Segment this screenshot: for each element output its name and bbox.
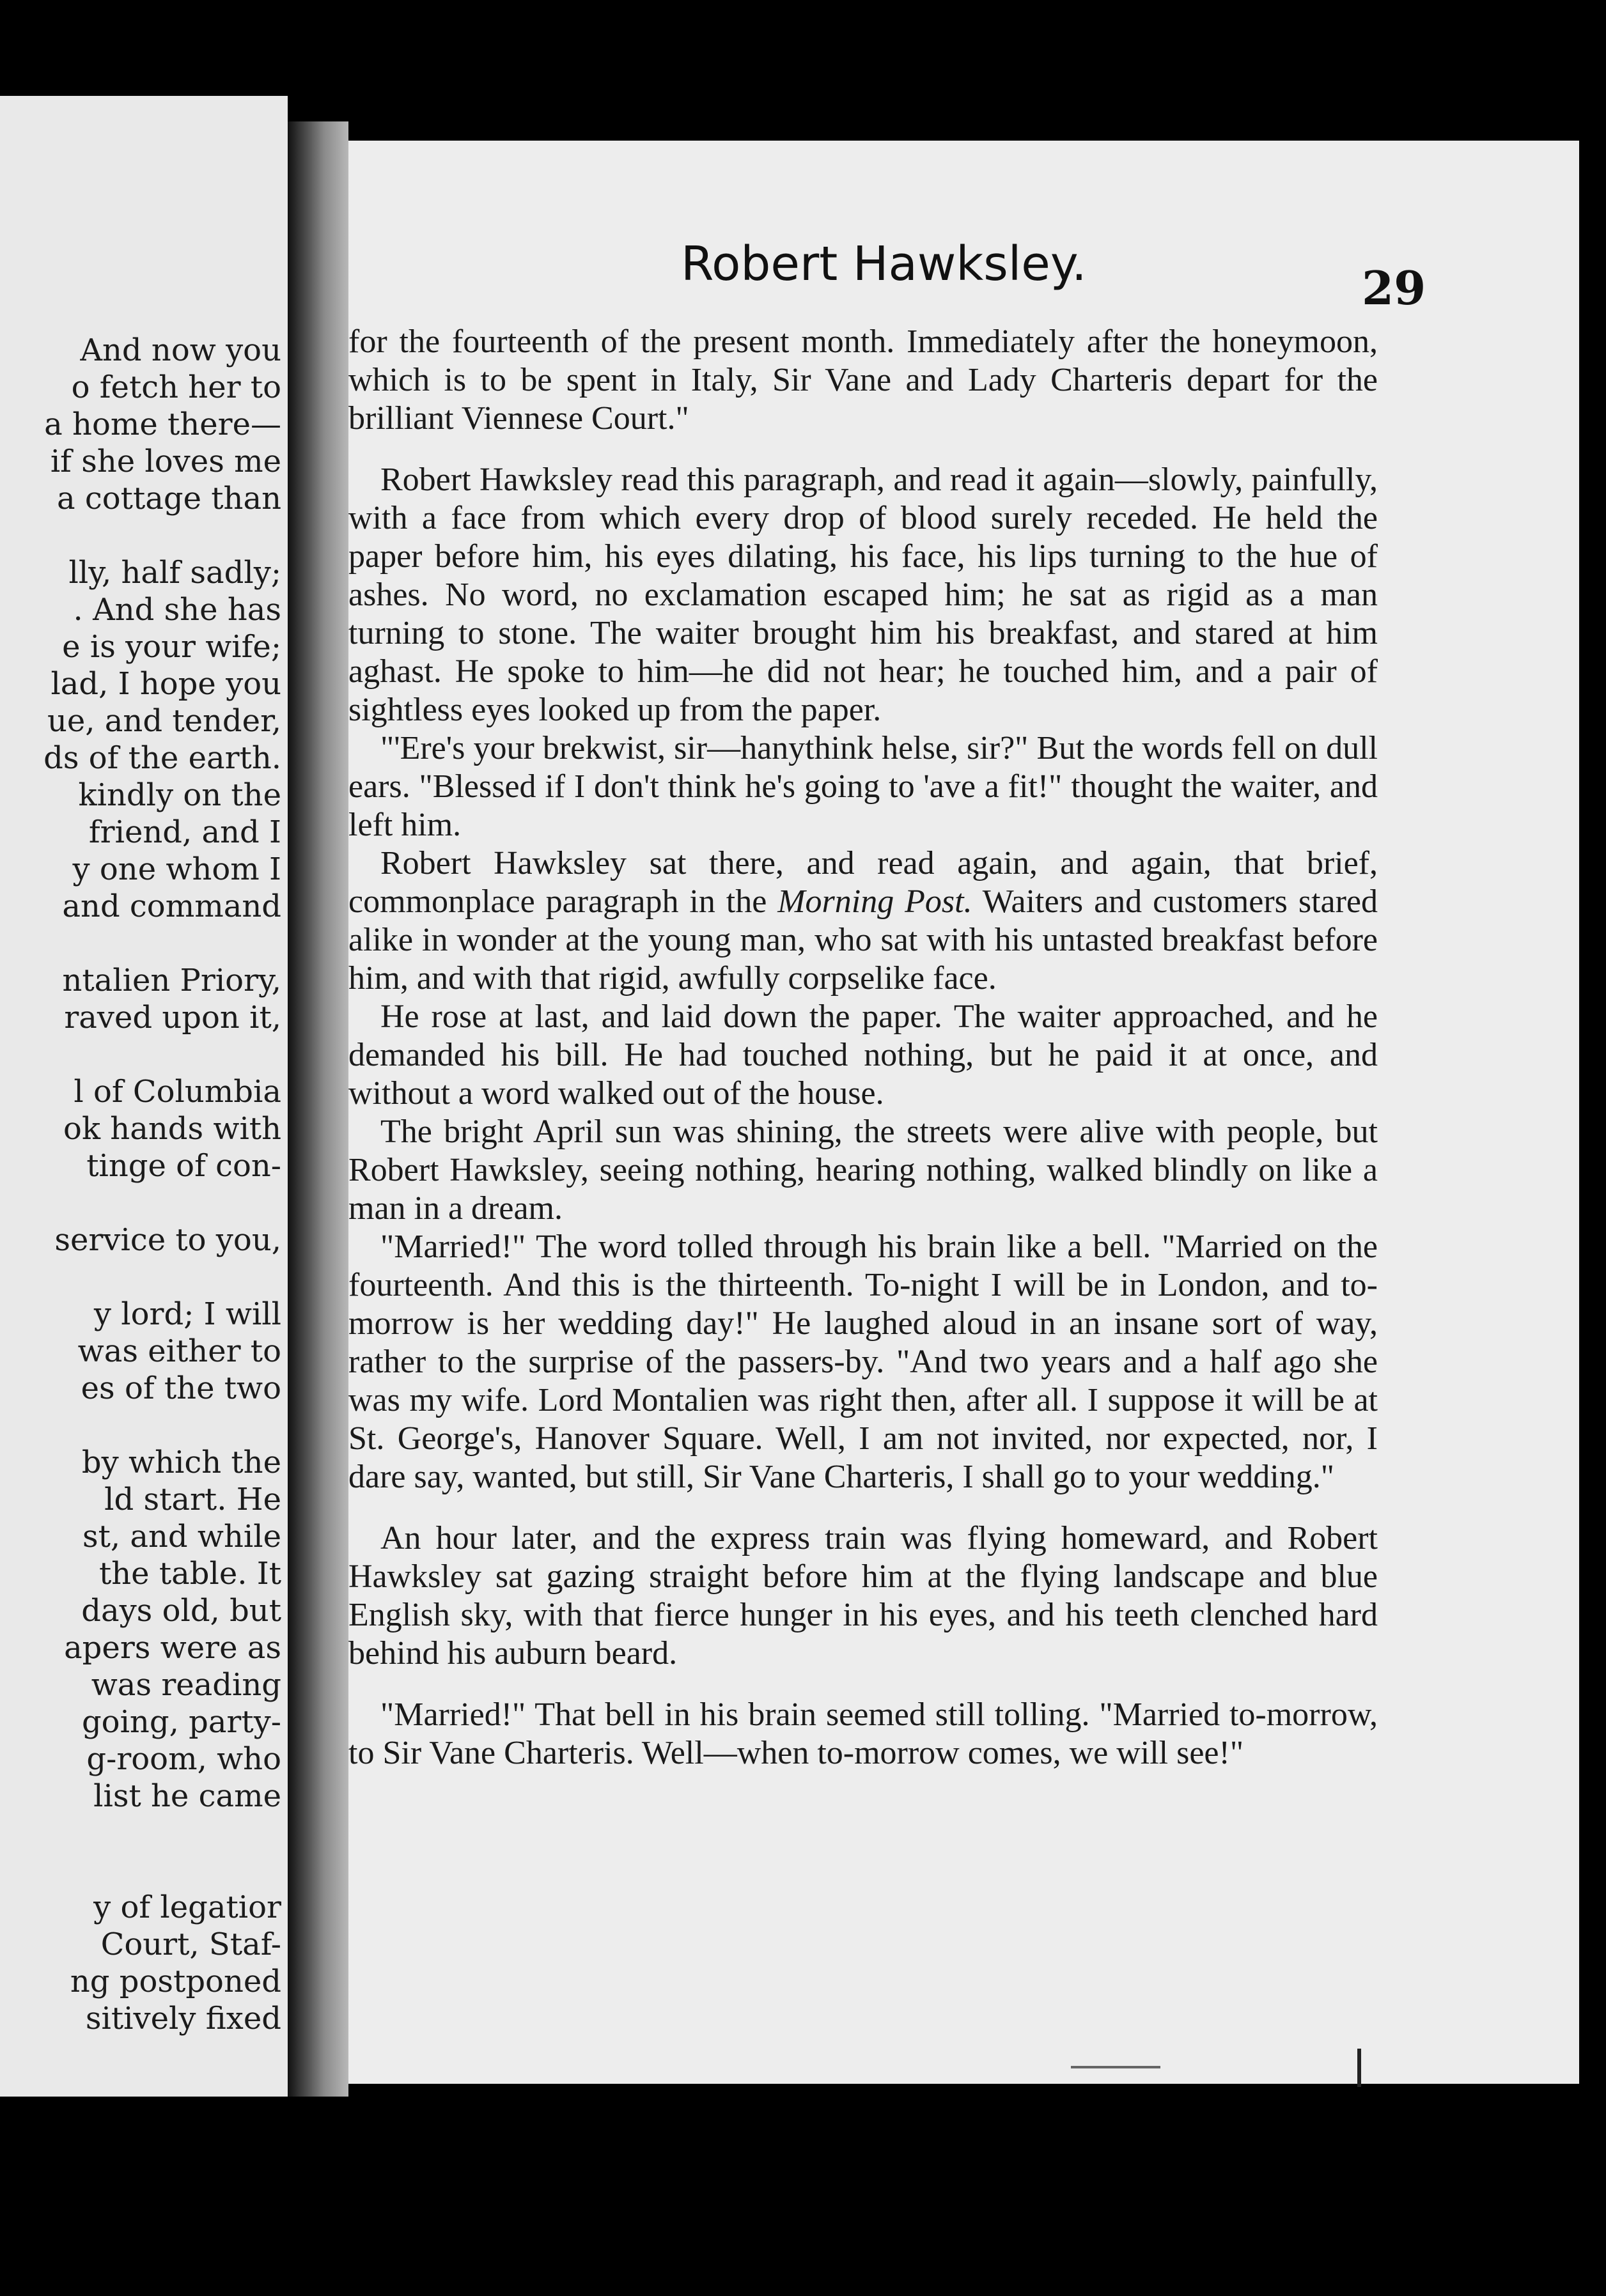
facing-page-line: sitively fixed xyxy=(85,2001,281,2036)
facing-page-line: by which the xyxy=(81,1445,281,1480)
paragraph: The bright April sun was shining, the streets were alive with people, but Robert Hawksley, seeing nothing, hearing nothing, walked blindly on like a man in a dream. xyxy=(348,1113,1378,1227)
facing-page-line: o fetch her to xyxy=(71,369,281,405)
facing-page-line: and command xyxy=(62,888,281,924)
paragraph: An hour later, and the express train was flying homeward, and Robert Hawksley sat gazing straight before him at the flying landscape and blue English sky, with that fierce hunger in his eyes, and his teeth clenched hard behind his auburn beard. xyxy=(348,1520,1378,1672)
facing-page-line: a home there— xyxy=(44,407,281,442)
paragraph xyxy=(348,844,1378,998)
facing-page-line: going, party- xyxy=(81,1704,281,1740)
facing-page-line: l of Columbia xyxy=(74,1074,281,1110)
facing-page-line: . And she has xyxy=(73,592,281,628)
paragraph-continued: for the fourteenth of the present month. Immediately after the honeymoon, which is to be spent in Italy, Sir Vane and Lady Charteris depart for the brilliant Viennese Court." xyxy=(348,323,1378,437)
facing-page-line: y one whom I xyxy=(72,851,281,887)
facing-page-line: lad, I hope you xyxy=(51,666,281,702)
facing-page-line: g-room, who xyxy=(86,1741,281,1777)
facing-page-line: ntalien Priory, xyxy=(62,963,281,998)
paragraph: "'Ere's your brekwist, sir—hanythink helse, sir?" But the words fell on dull ears. "Blessed if I don't think he's going to 'ave a fit!" thought the waiter, and left him. xyxy=(348,730,1378,843)
paragraph: Robert Hawksley read this paragraph, and read it again—slowly, painfully, with a face from which every drop of blood surely receded. He held the paper before him, his eyes dilating, his face, his lips turning to the hue of ashes. No word, no exclamation escaped him; he sat as rigid as a man turning to stone. The waiter brought him his breakfast, and stared at him aghast. He spoke to him—he did not hear; he touched him, and a pair of sightless eyes looked up from the paper. xyxy=(348,462,1378,728)
facing-page-line: es of the two xyxy=(81,1370,281,1406)
facing-page-line: st, and while xyxy=(82,1519,281,1555)
facing-page-line: if she loves me xyxy=(50,444,281,479)
facing-page-line: ds of the earth. xyxy=(43,740,281,776)
paragraph: "Married!" That bell in his brain seemed still tolling. "Married to-morrow, to Sir Vane Charteris. Well—when to-morrow comes, we will see!" xyxy=(348,1696,1378,1771)
facing-page-fragment xyxy=(0,96,288,2097)
facing-page-line: ue, and tender, xyxy=(47,703,281,739)
facing-page-line: a cottage than xyxy=(57,481,281,516)
printer-mark xyxy=(1357,2049,1361,2087)
paragraph-text: Waiters and customers stared alike in wonder at the young man, who sat with his untasted breakfast before him, and with that rigid, awfully corpselike face. xyxy=(348,883,1378,997)
facing-page-line: list he came xyxy=(93,1778,281,1814)
facing-page-line: y of legatior xyxy=(93,1889,281,1925)
facing-page-line: And now you xyxy=(80,332,281,368)
book-page xyxy=(348,141,1579,2084)
page-body xyxy=(348,323,1378,1772)
facing-page-line: Court, Staf- xyxy=(100,1927,281,1962)
paragraph: "Married!" The word tolled through his brain like a bell. "Married on the fourteenth. And this is the thirteenth. To-night I will be in London, and to-morrow is her wedding day!" He laughed aloud in an insane sort of way, rather to the surprise of the passers-by. "And two years and a half ago she was my wife. Lord Montalien was right then, after all. I suppose it will be at St. George's, Hanover Square. Well, I am not invited, nor expected, nor, I dare say, wanted, but still, Sir Vane Charteris, I shall go to your wedding." xyxy=(348,1229,1378,1495)
facing-page-line: was either to xyxy=(77,1333,281,1369)
facing-page-line: raved upon it, xyxy=(64,1000,281,1036)
facing-page-line: apers were as xyxy=(64,1630,281,1666)
running-head-title: Robert Hawksley. xyxy=(681,237,1087,291)
paragraph: He rose at last, and laid down the paper. The waiter approached, and he demanded his bill. He had touched nothing, but he paid it at once, and without a word walked out of the house. xyxy=(348,998,1378,1112)
facing-page-line: friend, and I xyxy=(88,814,281,850)
facing-page-line: ng postponed xyxy=(70,1964,281,1999)
facing-page-line: y lord; I will xyxy=(93,1296,281,1332)
facing-page-line: kindly on the xyxy=(78,777,281,813)
facing-page-line: e is your wife; xyxy=(62,629,281,665)
printer-mark xyxy=(1071,2066,1160,2068)
facing-page-line: service to you, xyxy=(54,1222,281,1258)
newspaper-title: Morning Post. xyxy=(777,883,972,920)
book-gutter xyxy=(288,121,348,2097)
facing-page-line: the table. It xyxy=(98,1556,281,1592)
facing-page-line: was reading xyxy=(91,1667,281,1703)
paragraph-text: Robert Hawksley sat there, and read again, and again, that brief, commonplace paragraph in the xyxy=(348,845,1378,920)
facing-page-line: ok hands with xyxy=(63,1111,281,1147)
facing-page-line: days old, but xyxy=(81,1593,281,1629)
facing-page-line: lly, half sadly; xyxy=(68,555,281,591)
facing-page-line: ld start. He xyxy=(104,1482,281,1517)
facing-page-line: tinge of con- xyxy=(86,1148,281,1184)
page-number: 29 xyxy=(1362,261,1426,315)
